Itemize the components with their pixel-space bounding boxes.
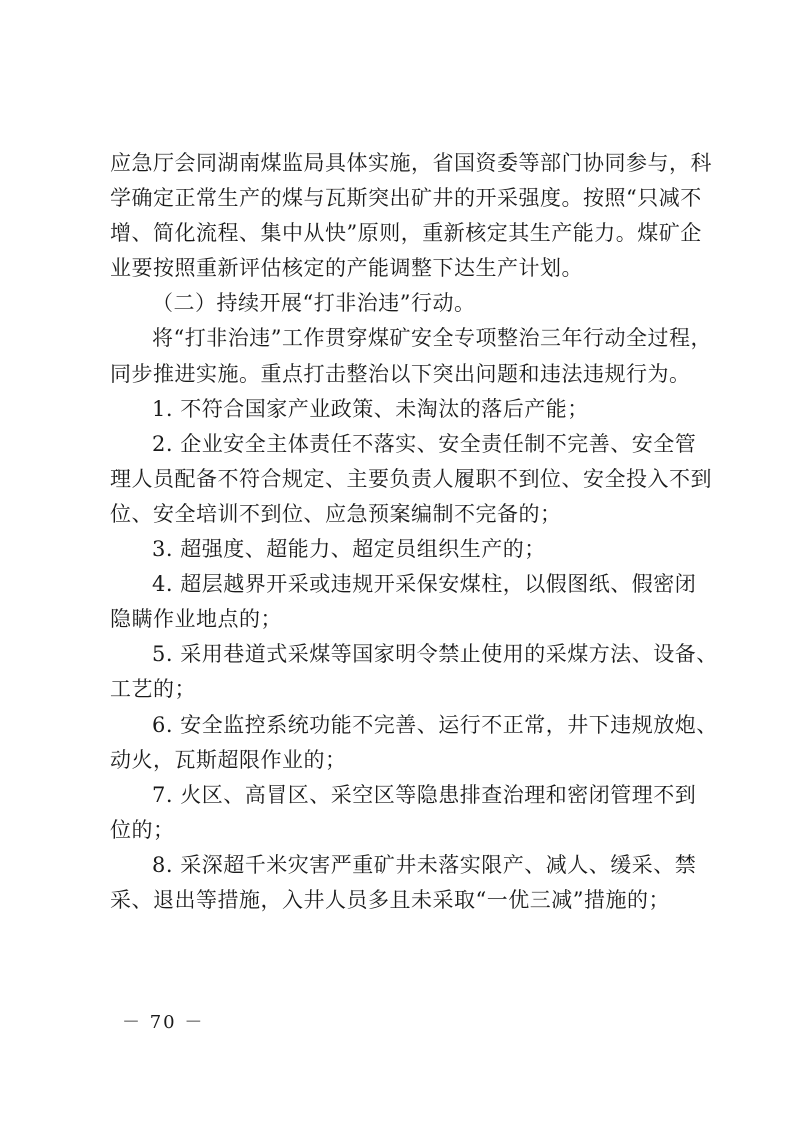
list-item: 4. 超层越界开采或违规开采保安煤柱，以假图纸、假密闭: [152, 572, 697, 597]
text-line: 工艺的；: [110, 677, 196, 702]
list-item: 1. 不符合国家产业政策、未淘汰的落后产能；: [152, 396, 589, 421]
list-item: 5. 采用巷道式采煤等国家明令禁止使用的采煤方法、设备、: [152, 642, 718, 667]
text-line: 将“打非治违”工作贯穿煤矿安全专项整治三年行动全过程，: [152, 326, 712, 351]
text-line: 同步推进实施。重点打击整治以下突出问题和违法违规行为。: [110, 361, 691, 386]
list-item: 7. 火区、高冒区、采空区等隐患排查治理和密闭管理不到: [152, 782, 697, 807]
list-item: 2. 企业安全主体责任不落实、安全责任制不完善、安全管: [152, 431, 697, 456]
text-line: 采、退出等措施，入井人员多且未采取“一优三减”措施的；: [110, 887, 670, 912]
text-line: 隐瞒作业地点的；: [110, 607, 282, 632]
body-text: [110, 146, 718, 918]
list-item: 6. 安全监控系统功能不完善、运行不正常，井下违规放炮、: [152, 712, 718, 737]
text-line: 学确定正常生产的煤与瓦斯突出矿井的开采强度。按照“只减不: [110, 186, 702, 211]
text-line: 动火，瓦斯超限作业的；: [110, 747, 347, 772]
text-line: 位的；: [110, 817, 175, 842]
section-heading: （二）持续开展“打非治违”行动。: [152, 291, 476, 316]
text-line: 位、安全培训不到位、应急预案编制不完备的；: [110, 501, 562, 526]
page-number: － 70 －: [122, 1012, 205, 1033]
list-item: 3. 超强度、超能力、超定员组织生产的；: [152, 537, 546, 562]
text-line: 业要按照重新评估核定的产能调整下达生产计划。: [110, 256, 583, 281]
text-line: 增、简化流程、集中从快”原则，重新核定其生产能力。煤矿企: [110, 221, 702, 246]
list-item: 8. 采深超千米灾害严重矿井未落实限产、减人、缓采、禁: [152, 852, 697, 877]
text-line: 理人员配备不符合规定、主要负责人履职不到位、安全投入不到: [110, 466, 712, 491]
text-line: 应急厅会同湖南煤监局具体实施，省国资委等部门协同参与，科: [110, 151, 712, 175]
